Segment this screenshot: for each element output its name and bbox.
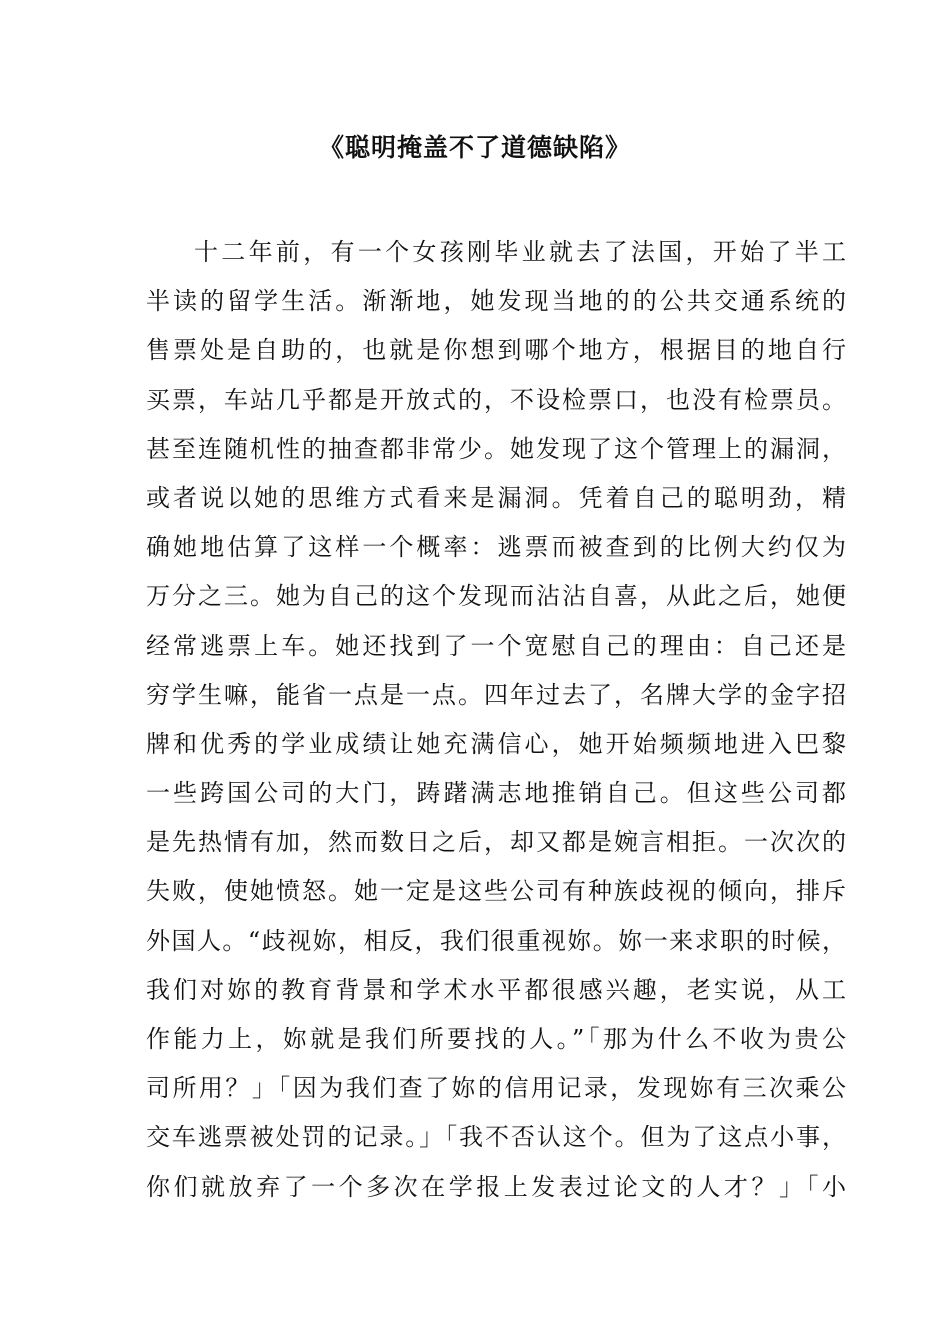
paragraph-line: 交车逃票被处罚的记录。」「我不否认这个。但为了这点小事， <box>146 1123 846 1152</box>
paragraph-line: 确她地估算了这样一个概率：逃票而被查到的比例大约仅为 <box>146 533 846 562</box>
paragraph-line: 经常逃票上车。她还找到了一个宽慰自己的理由：自己还是 <box>146 631 846 660</box>
paragraph-line: 一些跨国公司的大门，踌躇满志地推销自己。但这些公司都 <box>146 779 846 808</box>
paragraph-line: 万分之三。她为自己的这个发现而沾沾自喜，从此之后，她便 <box>146 582 846 611</box>
paragraph-line: 售票处是自助的，也就是你想到哪个地方，根据目的地自行 <box>146 336 846 365</box>
paragraph-line: 牌和优秀的学业成绩让她充满信心，她开始频频地进入巴黎 <box>146 729 846 758</box>
document-title: 《聪明掩盖不了道德缺陷》 <box>318 133 631 162</box>
paragraph-line: 作能力上，妳就是我们所要找的人。”「那为什么不收为贵公 <box>146 1025 846 1053</box>
paragraph-line: 你们就放弃了一个多次在学报上发表过论文的人才？」「小 <box>146 1172 846 1201</box>
paragraph-line: 买票，车站几乎都是开放式的，不设检票口，也没有检票员。 <box>146 385 846 414</box>
paragraph-line: 我们对妳的教育背景和学术水平都很感兴趣，老实说，从工 <box>146 975 846 1004</box>
paragraph-line: 甚至连随机性的抽查都非常少。她发现了这个管理上的漏洞， <box>146 434 846 463</box>
paragraph-line: 司所用？」「因为我们查了妳的信用记录，发现妳有三次乘公 <box>146 1074 846 1103</box>
paragraph-line: 半读的留学生活。渐渐地，她发现当地的的公共交通系统的 <box>146 287 846 316</box>
paragraph-line: 穷学生嘛，能省一点是一点。四年过去了，名牌大学的金字招 <box>146 680 846 709</box>
paragraph-line: 外国人。“歧视妳，相反，我们很重视妳。妳一来求职的时候， <box>146 926 846 955</box>
paragraph-line: 或者说以她的思维方式看来是漏洞。凭着自己的聪明劲，精 <box>146 483 846 512</box>
paragraph-line: 是先热情有加，然而数日之后，却又都是婉言相拒。一次次的 <box>146 828 846 857</box>
document-body <box>146 228 846 1212</box>
paragraph-line: 十二年前，有一个女孩刚毕业就去了法国，开始了半工 <box>194 238 846 266</box>
paragraph-line: 失败，使她愤怒。她一定是这些公司有种族歧视的倾向，排斥 <box>146 877 846 906</box>
